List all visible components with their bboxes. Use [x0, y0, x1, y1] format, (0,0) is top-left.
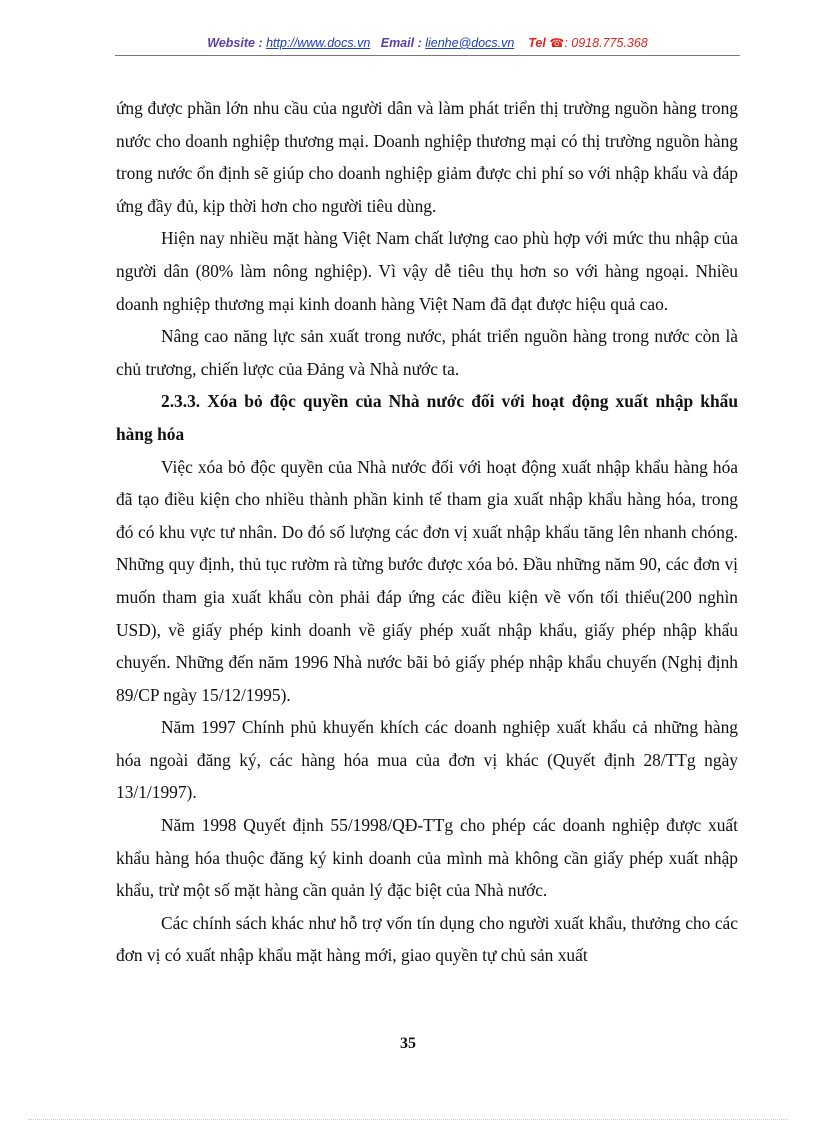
paragraph: Năm 1997 Chính phủ khuyến khích các doanh nghiệp xuất khẩu cả những hàng hóa ngoài đăng ký, các hàng hóa mua của đơn vị khác (Quyết định 28/TTg ngày 13/1/1997). — [116, 717, 738, 803]
paragraph: Năm 1998 Quyết định 55/1998/QĐ-TTg cho phép các doanh nghiệp được xuất khẩu hàng hóa thuộc đăng ký kinh doanh của mình mà không cần giấy phép xuất nhập khẩu, trừ một số mặt hàng cần quản lý đặc biệt của Nhà nước. — [116, 815, 738, 901]
header-divider — [115, 55, 740, 56]
paragraph: Các chính sách khác như hỗ trợ vốn tín dụng cho người xuất khẩu, thưởng cho các đơn vị có xuất nhập khẩu mặt hàng mới, giao quyền tự chủ sản xuất — [116, 912, 738, 966]
tel-label: Tel — [528, 36, 546, 50]
email-link[interactable]: lienhe@docs.vn — [425, 36, 515, 50]
page-number: 35 — [400, 1035, 416, 1052]
telephone-icon: ☎ — [549, 36, 565, 50]
section-heading: 2.3.3. Xóa bỏ độc quyền của Nhà nước đối với hoạt động xuất nhập khẩu hàng hóa — [116, 391, 738, 444]
paragraph: Nâng cao năng lực sản xuất trong nước, phát triển nguồn hàng trong nước còn là chủ trương, chiến lược của Đảng và Nhà nước ta. — [116, 326, 738, 379]
paragraph: Hiện nay nhiều mặt hàng Việt Nam chất lượng cao phù hợp với mức thu nhập của người dân (80% làm nông nghiệp). Vì vậy dễ tiêu thụ hơn so với hàng ngoại. Nhiều doanh nghiệp thương mại kinh doanh hàng Việt Nam đã đạt được hiệu quả cao. — [116, 228, 738, 314]
page-header — [115, 36, 740, 50]
footer-divider — [28, 1119, 788, 1120]
paragraph: Việc xóa bỏ độc quyền của Nhà nước đối với hoạt động xuất nhập khẩu hàng hóa đã tạo điều kiện cho nhiều thành phần kinh tế tham gia xuất nhập khẩu hàng hóa, trong đó có khu vực tư nhân. Do đó số lượng các đơn vị xuất nhập khẩu tăng lên nhanh chóng. Những quy định, thủ tục rườm rà từng bước được xóa bỏ. Đầu những năm 90, các đơn vị muốn tham gia xuất khẩu còn phải đáp ứng các điều kiện về vốn tối thiểu(200 nghìn USD), về giấy phép kinh doanh về giấy phép xuất nhập khẩu, giấy phép nhập khẩu chuyến. Những đến năm 1996 Nhà nước bãi bỏ giấy phép nhập khẩu chuyến (Nghị định 89/CP ngày 15/12/1995). — [116, 456, 738, 705]
website-link[interactable]: http://www.docs.vn — [266, 36, 371, 50]
tel-number: : 0918.775.368 — [564, 36, 648, 50]
email-separator: : — [414, 36, 422, 50]
website-label: Website : — [207, 36, 263, 50]
paragraph: ứng được phần lớn nhu cầu của người dân và làm phát triển thị trường nguồn hàng trong nước cho doanh nghiệp thương mại. Doanh nghiệp thương mại có thị trường nguồn hàng trong nước ổn định sẽ giúp cho doanh nghiệp giảm được chi phí so với nhập khẩu và đáp ứng đầy đủ, kịp thời hơn cho người tiêu dùng. — [116, 98, 738, 216]
email-label: Email — [380, 36, 415, 50]
document-body — [116, 92, 738, 972]
